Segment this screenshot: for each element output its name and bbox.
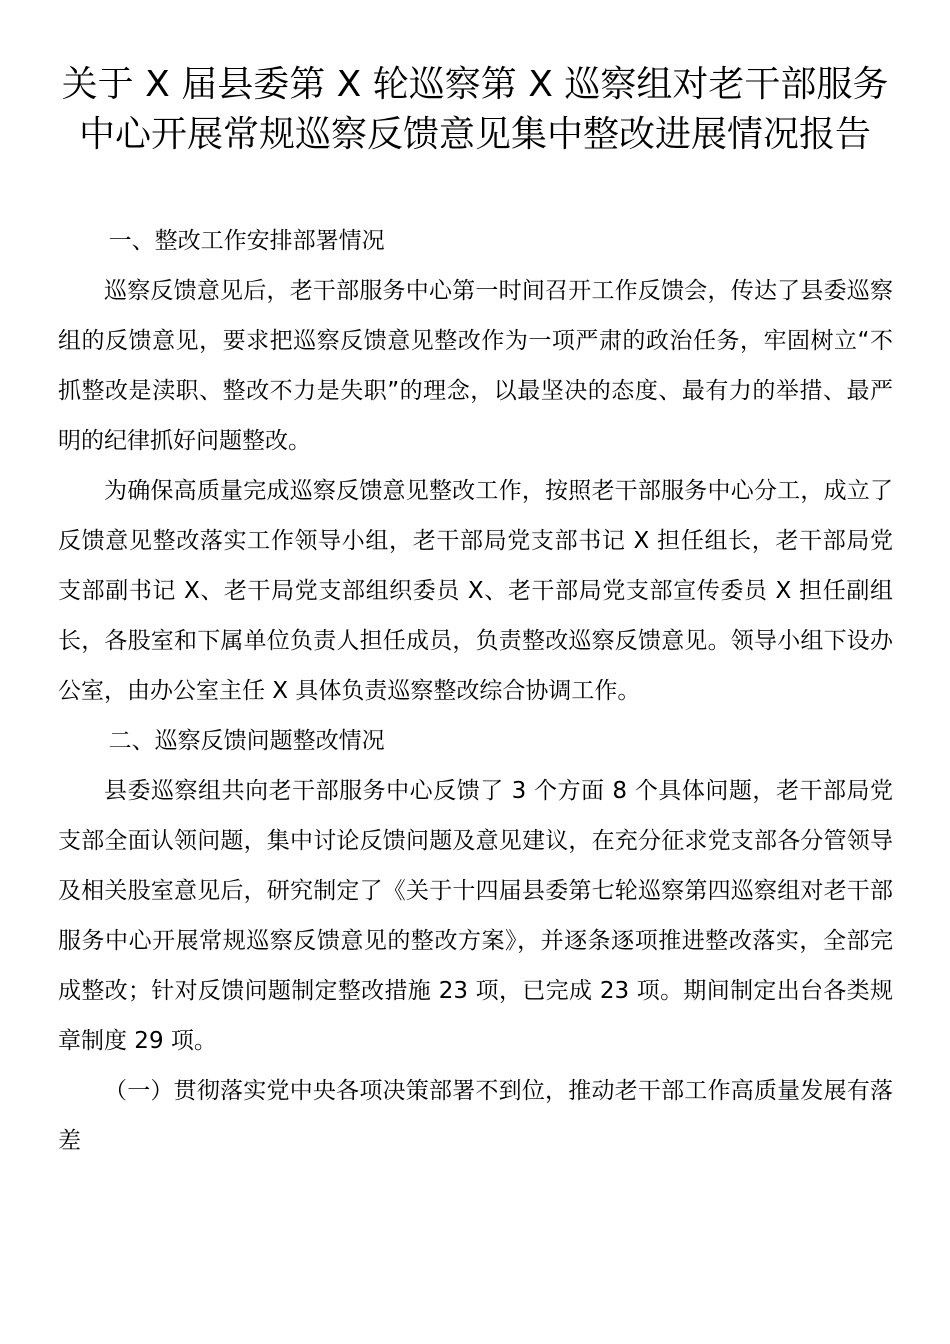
document-title: 关于 X 届县委第 X 轮巡察第 X 巡察组对老干部服务中心开展常规巡察反馈意见集中整改进展情况报告 bbox=[61, 64, 889, 155]
body-paragraph-2: 为确保高质量完成巡察反馈意见整改工作，按照老干部服务中心分工，成立了反馈意见整改落实工作领导小组，老干部局党支部书记 X 担任组长，老干部局党支部副书记 X、老干局党支部组织委员 X、老干部局党支部宣传委员 X 担任副组长，各股室和下属单位负责人担任成员，负责整改巡察反馈意见。领导小组下设办公室，由办公室主任 X 具体负责巡察整改综合协调工作。 bbox=[58, 478, 893, 704]
section-heading-2: 二、巡察反馈问题整改情况 bbox=[108, 728, 385, 754]
document-body bbox=[58, 216, 893, 1166]
subsection-heading-1: （一）贯彻落实党中央各项决策部署不到位，推动老干部工作高质量发展有落差 bbox=[58, 1078, 893, 1154]
section-heading-1: 一、整改工作安排部署情况 bbox=[108, 228, 385, 254]
body-paragraph-3: 县委巡察组共向老干部服务中心反馈了 3 个方面 8 个具体问题，老干部局党支部全面认领问题，集中讨论反馈问题及意见建议，在充分征求党支部各分管领导及相关股室意见后，研究制定了《关于十四届县委第七轮巡察第四巡察组对老干部服务中心开展常规巡察反馈意见的整改方案》，并逐条逐项推进整改落实，全部完成整改；针对反馈问题制定整改措施 23 项，已完成 23 项。期间制定出台各类规章制度 29 项。 bbox=[58, 778, 893, 1054]
body-paragraph-1: 巡察反馈意见后，老干部服务中心第一时间召开工作反馈会，传达了县委巡察组的反馈意见，要求把巡察反馈意见整改作为一项严肃的政治任务，牢固树立“不抓整改是渎职、整改不力是失职”的理念，以最坚决的态度、最有力的举措、最严明的纪律抓好问题整改。 bbox=[58, 278, 893, 454]
